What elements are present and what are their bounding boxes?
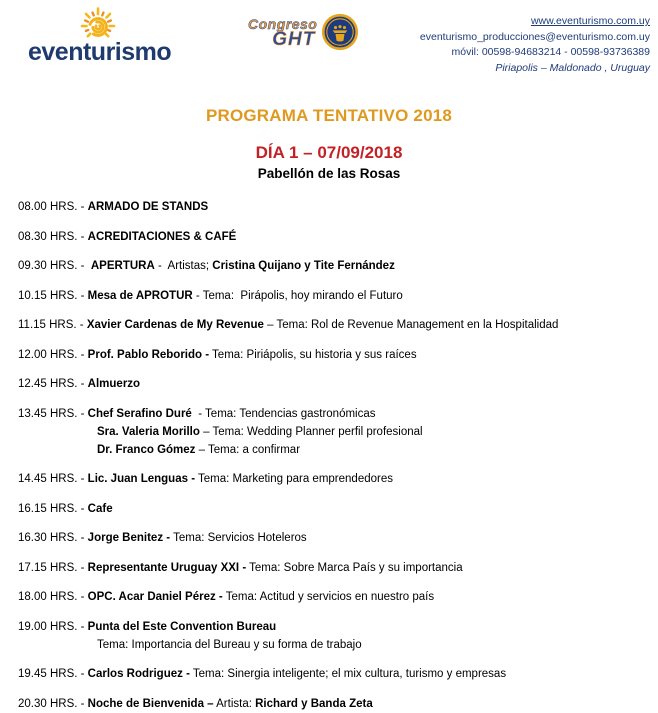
schedule-line [18, 405, 644, 423]
schedule-time: 10.15 HRS. - [18, 289, 88, 302]
schedule-line [18, 500, 644, 518]
schedule-text-segment: Tema: Sobre Marca País y su importancia [246, 561, 463, 574]
schedule-text-segment: – Tema: Wedding Planner perfil profesional [199, 425, 423, 438]
venue-title: Pabellón de las Rosas [257, 166, 401, 181]
schedule-text-segment: Prof. Pablo Reborido - [87, 348, 210, 361]
website-link[interactable]: www.eventurismo.com.uy [530, 15, 650, 27]
schedule-time: 13.45 HRS. - [18, 407, 88, 420]
schedule-text-segment: - Artistas; [154, 260, 213, 272]
schedule-line [18, 665, 644, 683]
schedule-text-segment: Tema: Piriápolis, su historia y sus raíces [209, 348, 417, 361]
schedule-text-segment: Mesa de APROTUR [87, 289, 193, 302]
schedule-entry [18, 559, 644, 577]
schedule-text-segment: Artista: [213, 697, 256, 710]
schedule-text-segment: – Tema: Rol de Revenue Management en la Hospitalidad [263, 319, 559, 331]
schedule-text-segment: ARMADO DE STANDS [87, 201, 209, 213]
schedule-entry [18, 198, 644, 216]
schedule-text-segment: Tema: Importancia del Bureau y su forma de trabajo [97, 638, 362, 651]
schedule-line-continuation [18, 441, 644, 459]
schedule-text-segment: Tema: Marketing para emprendedores [195, 473, 393, 485]
schedule-line [18, 257, 644, 275]
schedule-entry [18, 588, 644, 606]
schedule-line [18, 375, 644, 393]
schedule-time: 16.15 HRS. - [18, 502, 88, 515]
schedule-text-segment: Chef Serafino Duré [87, 407, 196, 420]
program-title: PROGRAMA TENTATIVO 2018 [205, 106, 453, 125]
schedule-text-segment: Representante Uruguay XXI - [87, 561, 247, 574]
schedule-text-segment: Cafe [87, 502, 113, 515]
schedule-text-segment: Tema: Sinergia inteligente; el mix cultura, turismo y empresas [189, 668, 507, 680]
schedule-line [18, 228, 644, 246]
eventurismo-logo-text: eventurismo [28, 38, 172, 66]
contact-email: eventurismo_producciones@eventurismo.com.uy [419, 30, 650, 43]
congreso-ght-logo-text [248, 16, 317, 48]
congreso-ght-logo [248, 13, 359, 51]
schedule-text-segment: Cristina Quijano y Tite Fernández [212, 260, 395, 272]
schedule-text-segment: - Tema: Pirápolis, hoy mirando el Futuro [192, 289, 403, 302]
schedule-text-segment: Tema: Actitud y servicios en nuestro país [222, 591, 435, 603]
schedule-line [18, 316, 644, 334]
document-header [0, 0, 658, 78]
schedule-text-segment: ACREDITACIONES & CAFÉ [87, 230, 237, 243]
schedule-time: 18.00 HRS. - [18, 591, 88, 603]
schedule-entry [18, 470, 644, 488]
schedule-time: 12.45 HRS. - [18, 378, 88, 390]
schedule-line-continuation [18, 423, 644, 441]
contact-location: Piriapolis – Maldonado , Uruguay [495, 61, 650, 74]
schedule-text-segment: Almuerzo [87, 378, 141, 390]
congress-emblem-icon [321, 13, 359, 51]
schedule-time: 19.45 HRS. - [18, 668, 88, 680]
schedule-time: 09.30 HRS. - [18, 260, 91, 272]
schedule-time: 08.30 HRS. - [18, 230, 88, 243]
schedule-time: 20.30 HRS. - [18, 697, 88, 710]
schedule-entry [18, 618, 644, 654]
schedule-entry [18, 665, 644, 683]
schedule-text-segment: Xavier Cardenas de My Revenue [86, 319, 264, 331]
schedule-time: 16.30 HRS. - [18, 532, 88, 544]
schedule-entry [18, 529, 644, 547]
schedule-entry [18, 228, 644, 246]
schedule-time: 12.00 HRS. - [18, 348, 88, 361]
schedule-line [18, 346, 644, 364]
day-title: DÍA 1 – 07/09/2018 [255, 143, 403, 162]
schedule-time: 11.15 HRS. - [18, 319, 87, 331]
schedule-line [18, 198, 644, 216]
schedule-entry [18, 316, 644, 334]
schedule-text-segment: Lic. Juan Lenguas - [87, 473, 196, 485]
schedule-text-segment: Richard y Banda Zeta [255, 697, 373, 710]
schedule-text-segment: Tema: Servicios Hoteleros [170, 532, 307, 544]
schedule-line [18, 529, 644, 547]
schedule-entry [18, 695, 644, 713]
ght-label: GHT [272, 29, 316, 50]
schedule-text-segment: Jorge Benitez - [87, 532, 171, 544]
schedule-entry [18, 375, 644, 393]
schedule-entry [18, 346, 644, 364]
schedule-time: 19.00 HRS. - [18, 620, 88, 633]
schedule-line [18, 588, 644, 606]
schedule-time: 08.00 HRS. - [18, 201, 88, 213]
schedule-text-segment: APERTURA [90, 260, 155, 272]
schedule-entry [18, 500, 644, 518]
schedule-entry [18, 257, 644, 275]
schedule-text-segment: Carlos Rodriguez - [87, 668, 190, 680]
schedule-text-segment: Punta del Este Convention Bureau [87, 620, 277, 633]
schedule-entry [18, 405, 644, 459]
schedule-text-segment: Sra. Valeria Morillo [97, 425, 200, 438]
schedule-line [18, 559, 644, 577]
schedule-list [0, 181, 658, 713]
schedule-text-segment: Noche de Bienvenida – [87, 697, 214, 710]
schedule-text-segment: OPC. Acar Daniel Pérez - [87, 591, 223, 603]
congreso-label: Congreso [248, 16, 318, 32]
schedule-line [18, 470, 644, 488]
schedule-line-continuation [18, 636, 644, 654]
schedule-text-segment: – Tema: a confirmar [195, 443, 301, 456]
contact-block [420, 5, 650, 76]
schedule-time: 17.15 HRS. - [18, 561, 88, 574]
schedule-text-segment: Dr. Franco Gómez [97, 443, 196, 456]
schedule-line [18, 695, 644, 713]
schedule-entry [18, 287, 644, 305]
schedule-time: 14.45 HRS. - [18, 473, 88, 485]
eventurismo-logo [20, 5, 180, 67]
contact-phones: móvil: 00598-94683214 - 00598-93736389 [451, 46, 650, 58]
schedule-text-segment: - Tema: Tendencias gastronómicas [195, 407, 376, 420]
schedule-line [18, 287, 644, 305]
schedule-line [18, 618, 644, 636]
